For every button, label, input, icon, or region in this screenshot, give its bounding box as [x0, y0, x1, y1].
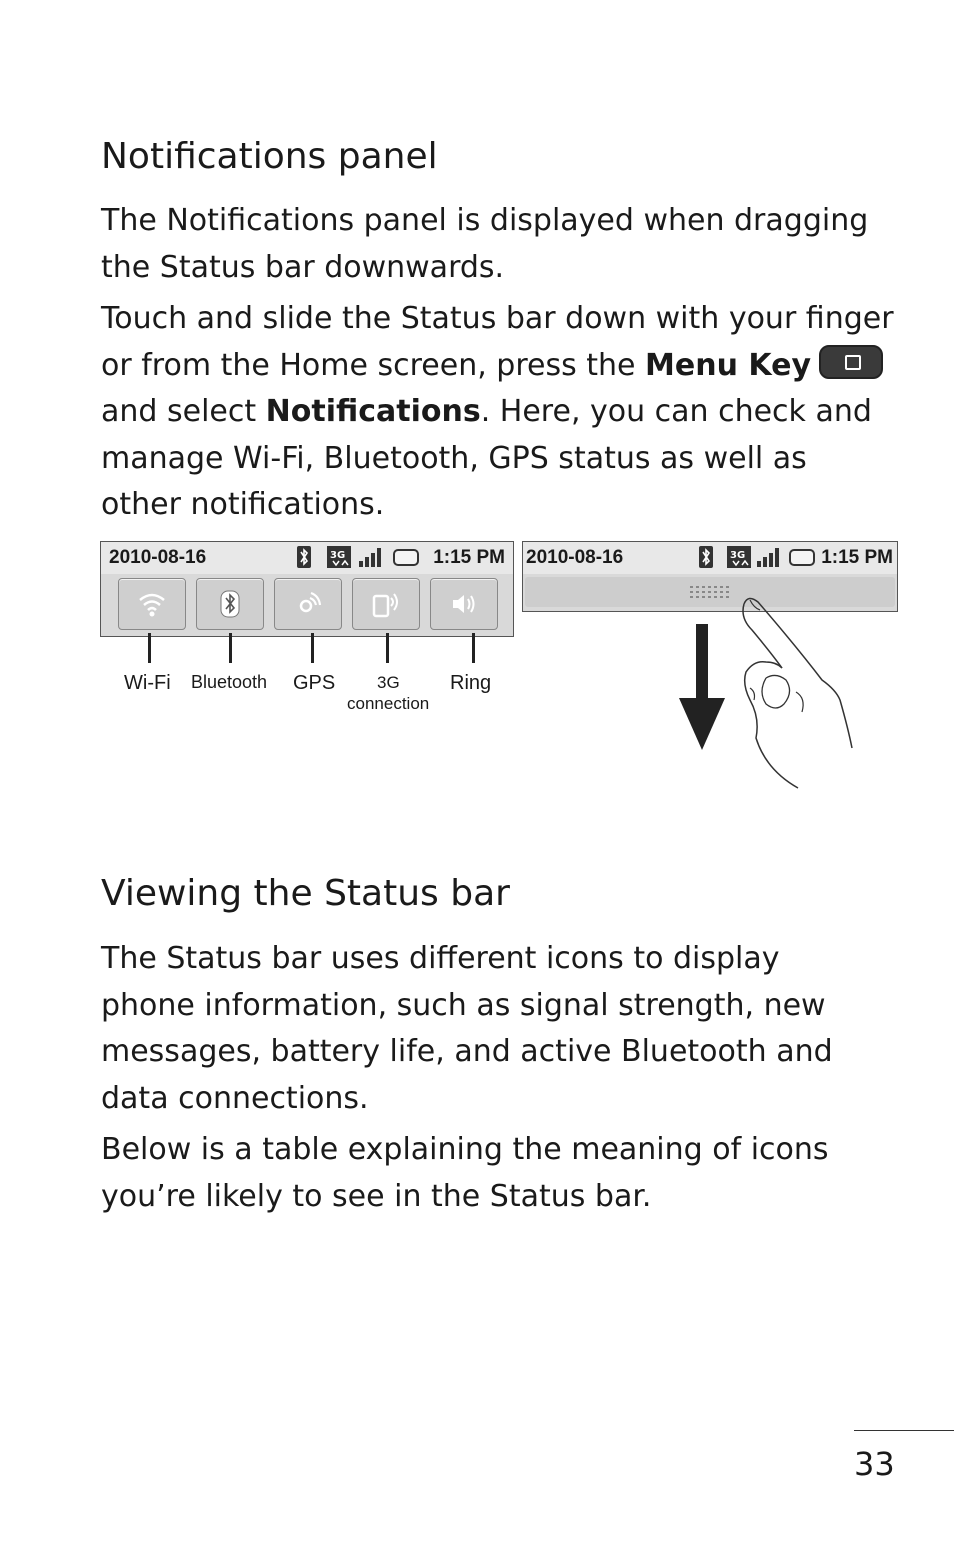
notifications-label: Notifications: [265, 394, 481, 429]
paragraph-line: manage Wi-Fi, Bluetooth, GPS status as well as: [101, 441, 807, 476]
paragraph-line: The Notifications panel is displayed when dragging: [101, 203, 869, 238]
paragraph-line: other notifications.: [101, 487, 385, 522]
status-time: 1:15 PM: [433, 547, 505, 568]
section-heading-viewing-status-bar: Viewing the Status bar: [101, 873, 510, 914]
finger-icon: [736, 588, 856, 790]
page-number: 33: [854, 1445, 895, 1483]
3g-connection-icon: [372, 590, 400, 618]
toggle-ring[interactable]: [430, 578, 498, 630]
callout-line: [311, 633, 314, 663]
wifi-icon: [138, 590, 166, 618]
toggle-gps[interactable]: [274, 578, 342, 630]
svg-text:3G: 3G: [330, 550, 346, 561]
paragraph-line: messages, battery life, and active Bluetooth and: [101, 1034, 833, 1069]
label-ring: Ring: [450, 672, 492, 694]
signal-icon: [357, 546, 383, 568]
paragraph-line: The Status bar uses different icons to display: [101, 941, 780, 976]
text-run: . Here, you can check and: [480, 394, 872, 429]
bluetooth-status-icon: [699, 546, 713, 568]
toggle-3g-connection[interactable]: [352, 578, 420, 630]
status-time: 1:15 PM: [821, 547, 893, 568]
toggle-bluetooth[interactable]: [196, 578, 264, 630]
menu-key-label: Menu Key: [645, 348, 811, 383]
3g-status-icon: [727, 546, 751, 568]
status-date: 2010-08-16: [526, 547, 624, 568]
status-date: 2010-08-16: [109, 547, 207, 568]
paragraph-line: [101, 342, 883, 389]
label-wifi: Wi-Fi: [124, 672, 171, 694]
paragraph-line: Touch and slide the Status bar down with your finger: [101, 301, 894, 336]
paragraph-line: the Status bar downwards.: [101, 250, 505, 285]
svg-text:3G: 3G: [730, 550, 746, 561]
callout-line: [386, 633, 389, 663]
label-bluetooth: Bluetooth: [191, 672, 268, 692]
bluetooth-status-icon: [297, 546, 311, 568]
text-run: and select: [101, 394, 266, 429]
label-gps: GPS: [293, 672, 336, 694]
callout-line: [148, 633, 151, 663]
paragraph-line: phone information, such as signal strength, new: [101, 988, 826, 1023]
paragraph-line: [101, 388, 872, 435]
paragraph-line: Below is a table explaining the meaning of icons: [101, 1132, 829, 1167]
label-connection: connection: [347, 694, 430, 713]
label-3g: 3G: [377, 673, 400, 692]
status-bar[interactable]: [523, 542, 897, 574]
signal-icon: [755, 546, 781, 568]
notifications-panel-figure: [100, 541, 514, 637]
text-run: or from the Home screen, press the: [101, 348, 646, 383]
battery-icon: [789, 546, 815, 568]
callout-line: [472, 633, 475, 663]
down-arrow-icon: [679, 624, 725, 750]
3g-status-icon: [327, 546, 351, 568]
footer-rule: [854, 1430, 954, 1431]
battery-icon: [393, 546, 419, 568]
gps-icon: [294, 590, 322, 618]
paragraph-line: data connections.: [101, 1081, 369, 1116]
ring-icon: [450, 590, 478, 618]
paragraph-line: you’re likely to see in the Status bar.: [101, 1179, 652, 1214]
menu-key-icon: [819, 345, 883, 379]
grip-icon: [690, 586, 734, 600]
toggle-wifi[interactable]: [118, 578, 186, 630]
bluetooth-icon: [216, 590, 244, 618]
status-bar: [101, 542, 513, 574]
section-heading-notifications-panel: Notifications panel: [101, 136, 438, 177]
callout-line: [229, 633, 232, 663]
